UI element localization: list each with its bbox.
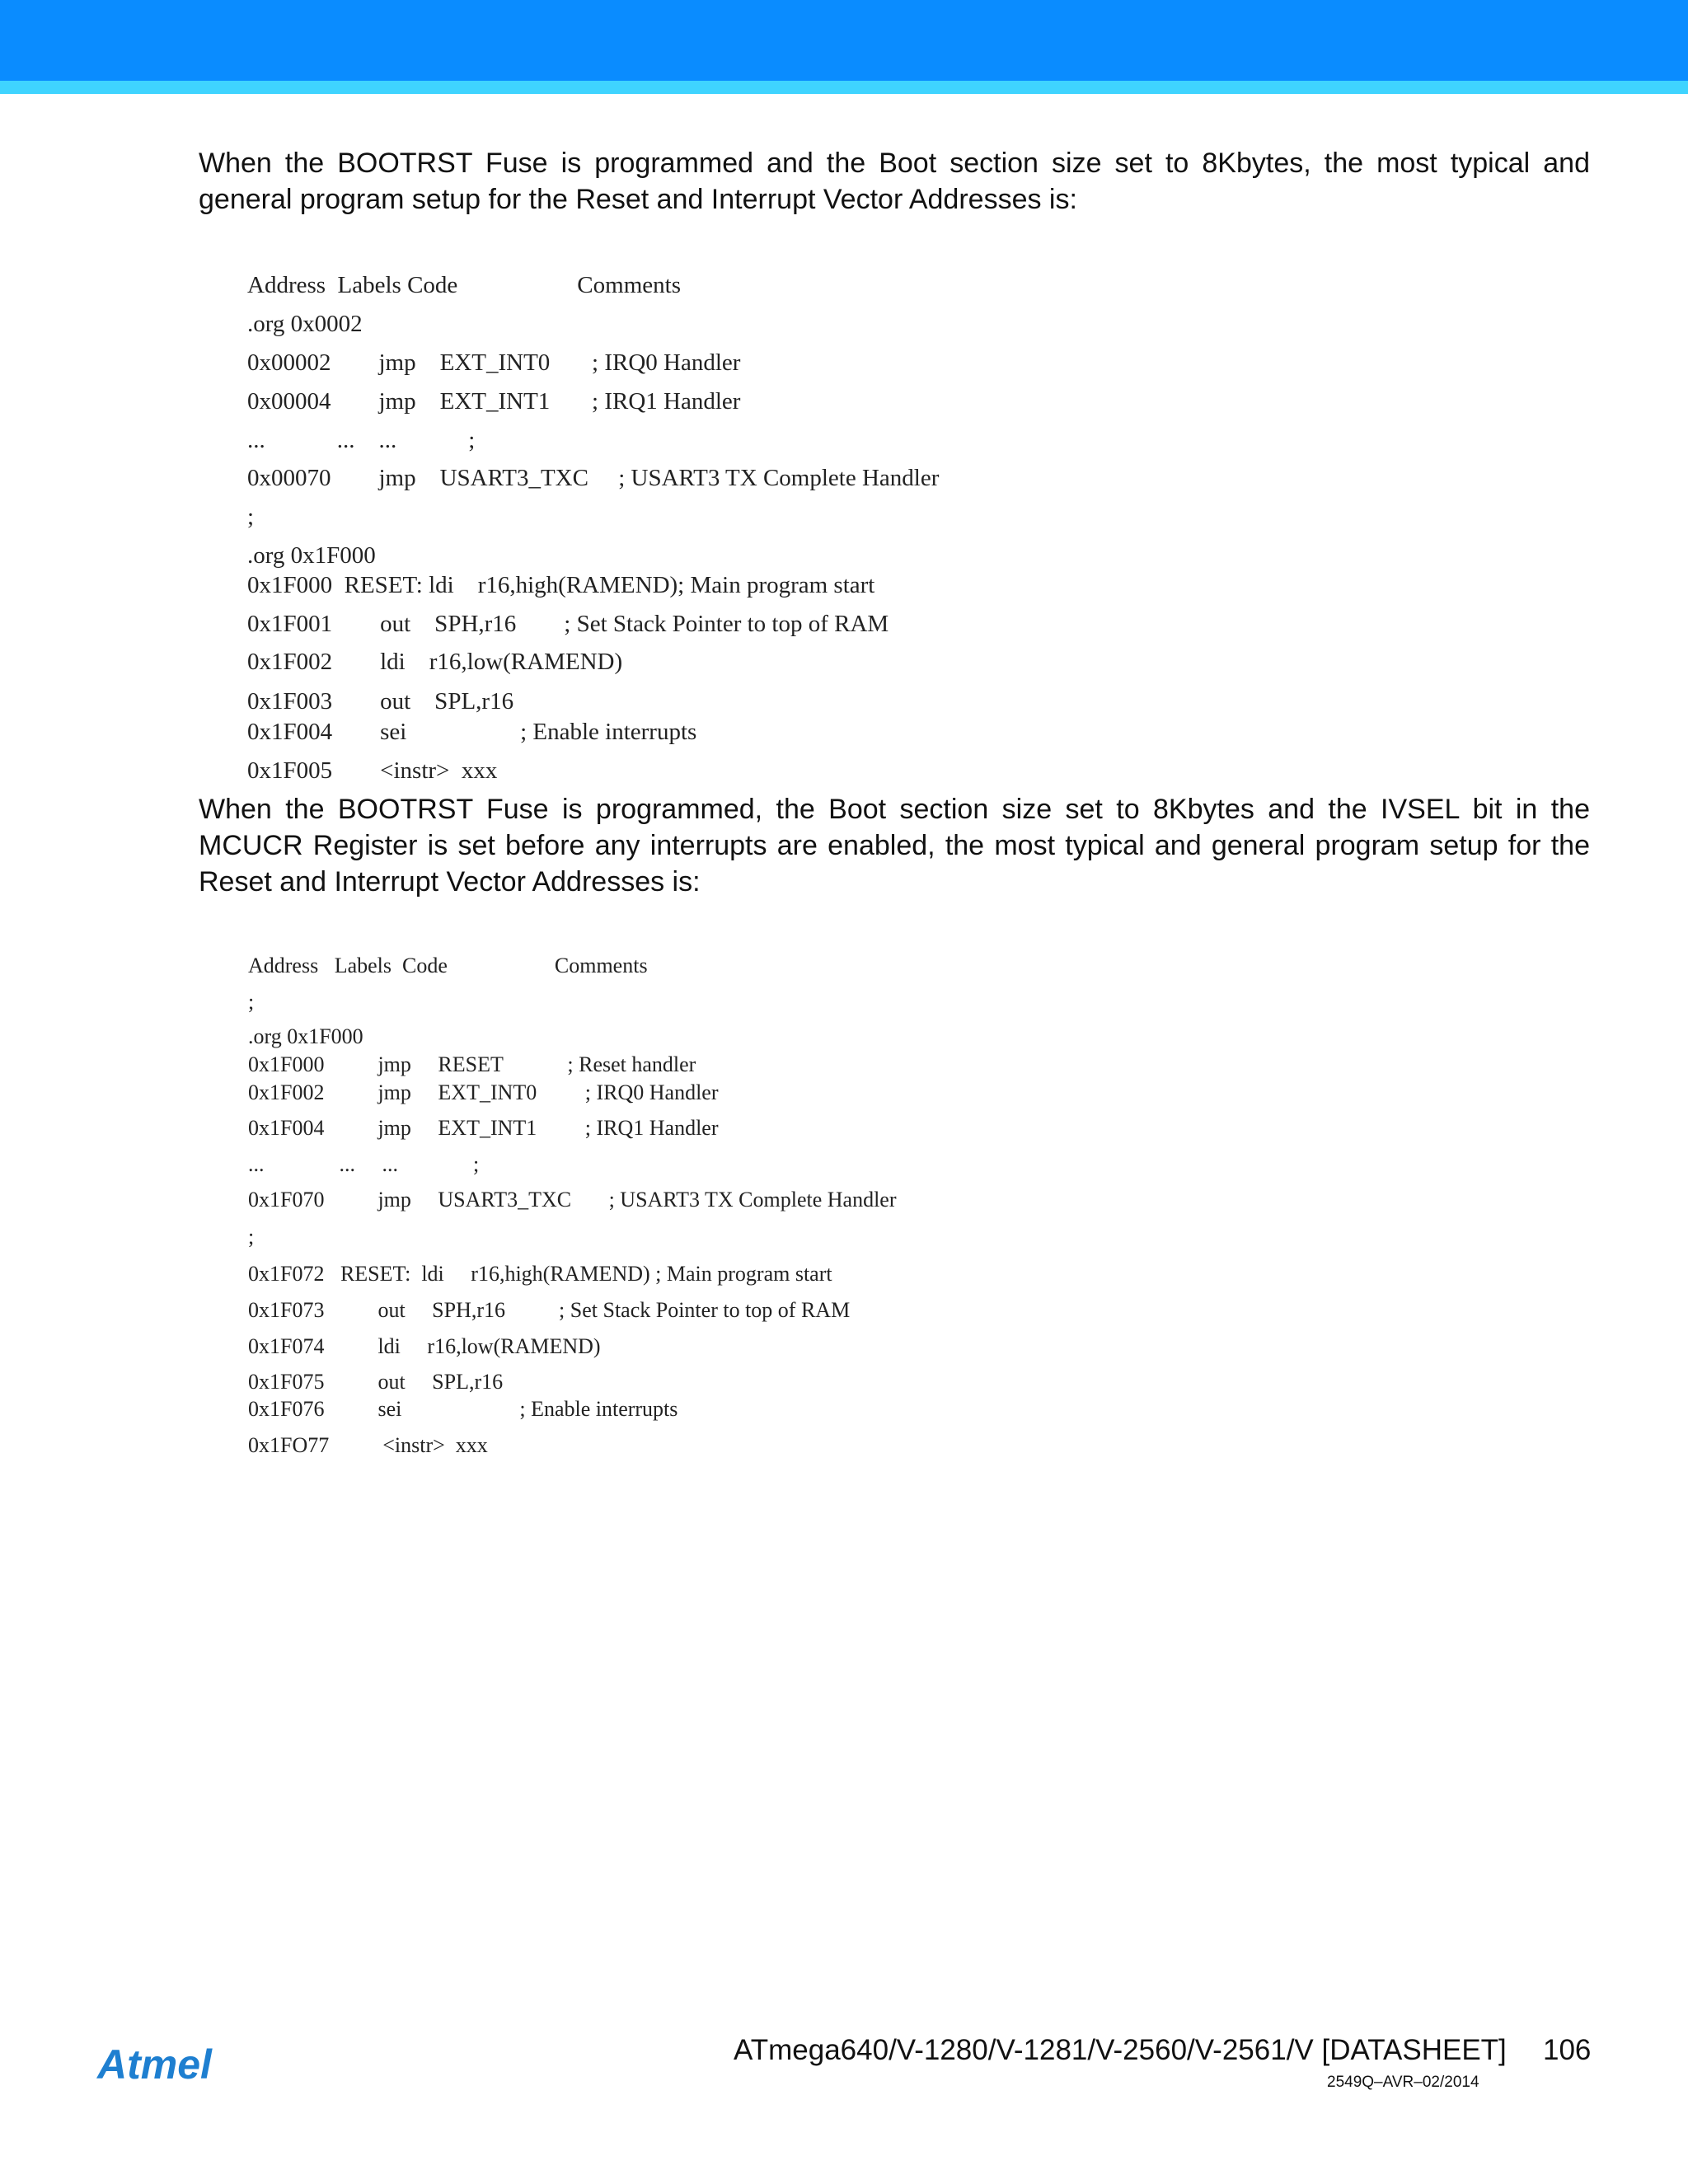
code-line: 0x1FO77 <instr> xxx: [248, 1433, 488, 1457]
code-line: ;: [248, 1225, 255, 1249]
code-line: ;: [248, 990, 255, 1014]
code-line: 0x1F001 out SPH,r16 ; Set Stack Pointer to top of RAM: [247, 611, 889, 637]
code-line: 0x1F002 jmp EXT_INT0 ; IRQ0 Handler: [248, 1080, 719, 1104]
code-line: 0x1F005 <instr> xxx: [247, 757, 498, 784]
code-line: 0x1F072 RESET: ldi r16,high(RAMEND) ; Main program start: [248, 1262, 832, 1286]
footer-title: ATmega640/V-1280/V-1281/V-2560/V-2561/V [DATASHEET]: [734, 2034, 1507, 2066]
atmel-logo: [96, 2041, 244, 2090]
code-line: .org 0x0002: [247, 311, 363, 337]
code-line: 0x1F074 ldi r16,low(RAMEND): [248, 1334, 601, 1358]
code-line: 0x00070 jmp USART3_TXC ; USART3 TX Complete Handler: [247, 465, 940, 491]
code-line: 0x1F076 sei ; Enable interrupts: [248, 1397, 678, 1421]
code-line: 0x00004 jmp EXT_INT1 ; IRQ1 Handler: [247, 388, 741, 415]
listing-1-header: Address Labels Code Comments: [247, 272, 681, 298]
header-band: [0, 0, 1688, 81]
intro-paragraph-1: When the BOOTRST Fuse is programmed and the Boot section size set to 8Kbytes, the most typical and general program setup for the Reset and Interrupt Vector Addresses is:: [199, 148, 1590, 215]
intro-paragraph-2: When the BOOTRST Fuse is programmed, the Boot section size set to 8Kbytes and the IVSEL bit in the MCUCR Register is set before any interrupts are enabled, the most typical and general program setup for the Reset and Interrupt Vector Addresses is:: [199, 794, 1590, 898]
code-line: 0x1F075 out SPL,r16: [248, 1370, 504, 1394]
code-line: 0x1F004 jmp EXT_INT1 ; IRQ1 Handler: [248, 1116, 719, 1140]
page-number: 106: [1543, 2034, 1592, 2066]
code-line: 0x1F004 sei ; Enable interrupts: [247, 719, 697, 745]
code-line: ... ... ... ;: [247, 427, 476, 453]
code-line: .org 0x1F000: [248, 1024, 363, 1048]
code-line: ;: [247, 504, 255, 530]
code-line: 0x1F003 out SPL,r16: [247, 688, 514, 715]
code-line: 0x1F073 out SPH,r16 ; Set Stack Pointer to top of RAM: [248, 1298, 851, 1322]
header-stripe: [0, 81, 1688, 94]
code-line: ... ... ... ;: [248, 1152, 480, 1176]
document-code: 2549Q–AVR–02/2014: [1327, 2074, 1479, 2091]
code-line: 0x1F000 RESET: ldi r16,high(RAMEND); Main program start: [247, 572, 875, 598]
code-line: 0x1F002 ldi r16,low(RAMEND): [247, 649, 623, 675]
listing-2-header: Address Labels Code Comments: [248, 954, 648, 977]
atmel-logo-text: Atmel: [97, 2041, 212, 2088]
code-line: 0x00002 jmp EXT_INT0 ; IRQ0 Handler: [247, 349, 741, 376]
code-line: .org 0x1F000: [247, 542, 376, 569]
code-line: 0x1F070 jmp USART3_TXC ; USART3 TX Complete Handler: [248, 1188, 897, 1212]
code-line: 0x1F000 jmp RESET ; Reset handler: [248, 1052, 696, 1076]
